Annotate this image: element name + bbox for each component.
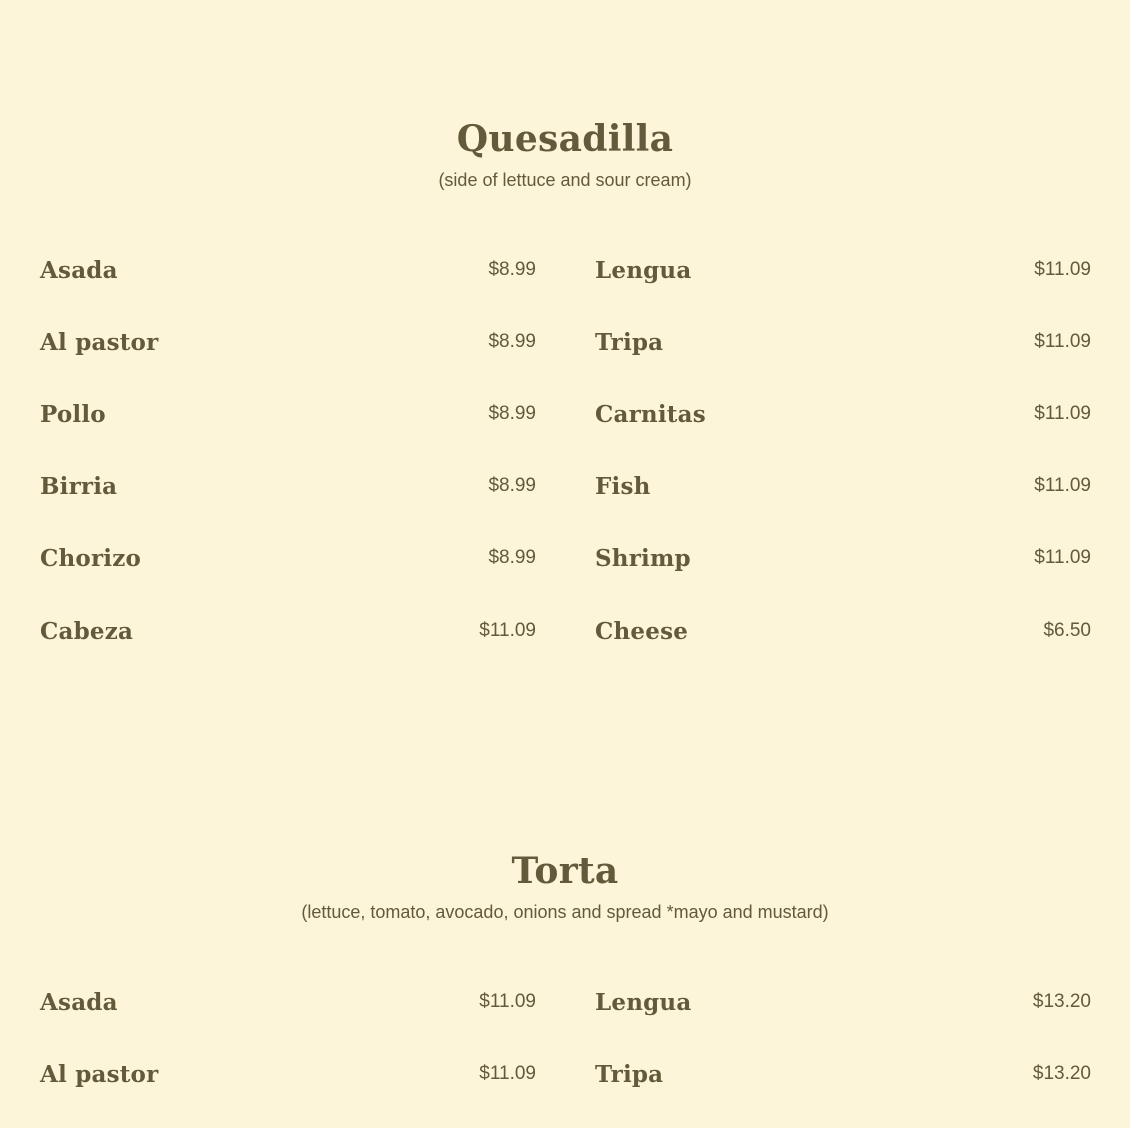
menu-item (40, 543, 536, 573)
menu-item-name: Birria (40, 472, 118, 500)
menu-item-name: Al pastor (40, 328, 159, 356)
menu-item-price: $11.09 (479, 620, 536, 641)
menu-item (595, 1059, 1091, 1089)
menu-item-price: $6.50 (1043, 620, 1091, 641)
section-title: Quesadilla (456, 118, 674, 160)
menu-item (595, 987, 1091, 1017)
menu-item-name: Tripa (595, 1060, 664, 1088)
menu-item-price: $11.09 (479, 1063, 536, 1084)
menu-item-name: Lengua (595, 256, 692, 284)
menu-item-price: $11.09 (1034, 403, 1091, 424)
menu-item (40, 399, 536, 429)
section-subtitle: (lettuce, tomato, avocado, onions and spread *mayo and mustard) (301, 902, 829, 922)
menu-item-price: $11.09 (1034, 331, 1091, 352)
menu-item-name: Shrimp (595, 544, 691, 572)
menu-item (40, 987, 536, 1017)
menu-item (595, 255, 1091, 285)
section-title: Torta (511, 850, 619, 892)
menu-item-price: $8.99 (488, 259, 536, 280)
menu-item (40, 1059, 536, 1089)
menu-item-name: Al pastor (40, 1060, 159, 1088)
menu-item-price: $8.99 (488, 475, 536, 496)
menu-item-price: $13.20 (1032, 1063, 1091, 1084)
menu-item (40, 471, 536, 501)
menu-item-name: Fish (595, 472, 651, 500)
menu-item (40, 327, 536, 357)
menu-item-name: Asada (40, 256, 118, 284)
menu-item (595, 471, 1091, 501)
menu-item (595, 327, 1091, 357)
menu-item-price: $8.99 (488, 331, 536, 352)
menu-item (40, 616, 536, 646)
menu-item (595, 399, 1091, 429)
menu-item-name: Cabeza (40, 617, 134, 645)
section-subtitle: (side of lettuce and sour cream) (438, 170, 692, 190)
menu-item-name: Lengua (595, 988, 692, 1016)
menu-item-price: $11.09 (1034, 547, 1091, 568)
menu-item-name: Chorizo (40, 544, 142, 572)
menu-item-name: Cheese (595, 617, 689, 645)
menu-item-price: $11.09 (479, 991, 536, 1012)
menu-item-price: $13.20 (1032, 991, 1091, 1012)
menu-item-name: Tripa (595, 328, 664, 356)
menu-item-price: $11.09 (1034, 259, 1091, 280)
menu-item-name: Pollo (40, 400, 106, 428)
menu-item (40, 255, 536, 285)
menu-item (595, 543, 1091, 573)
menu-item (595, 616, 1091, 646)
menu-item-price: $8.99 (488, 547, 536, 568)
menu-item-name: Asada (40, 988, 118, 1016)
menu-item-price: $11.09 (1034, 475, 1091, 496)
menu-item-price: $8.99 (488, 403, 536, 424)
menu-item-name: Carnitas (595, 400, 706, 428)
